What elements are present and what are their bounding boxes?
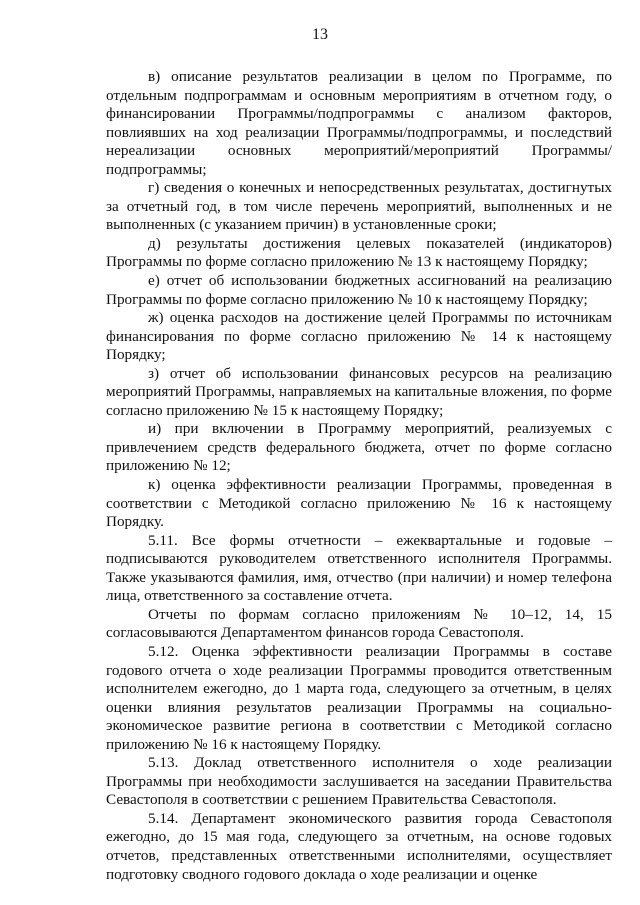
- paragraph-e: е) отчет об использовании бюджетных ассигнований на реализацию Программы по форме согласно приложению № 10 к настоящему Порядку;: [106, 272, 612, 308]
- paragraph-d: д) результаты достижения целевых показателей (индикаторов) Программы по форме согласно приложению № 13 к настоящему Порядку;: [106, 234, 612, 271]
- paragraph-k: к) оценка эффективности реализации Программы, проведенная в соответствии с Методикой согласно приложению № 16 к настоящему Порядку.: [106, 476, 612, 531]
- paragraph-v: в) описание результатов реализации в целом по Программе, по отдельным подпрограммам и основным мероприятиям в отчетном году, о финансировании Программы/подпрограммы с анализом факторов, повлиявших на ход реализации Программы/подпрограммы, и последствий нереализации основных мероприятий/мероприятий Программы/ подпрограммы;: [106, 68, 612, 178]
- document-body: [106, 68, 612, 884]
- section-5-11-reports: Отчеты по формам согласно приложениям № 10–12, 14, 15 согласовываются Департаментом финансов города Севастополя.: [106, 605, 612, 642]
- paragraph-g: г) сведения о конечных и непосредственных результатах, достигнутых за отчетный год, в том числе перечень мероприятий, выполненных и не выполненных (с указанием причин) в установленные сроки;: [106, 179, 612, 234]
- page-number: 13: [312, 26, 328, 43]
- section-5-14: 5.14. Департамент экономического развития города Севастополя ежегодно, до 15 мая года, следующего за отчетным, на основе годовых отчетов, представленных ответственными исполнителями, осуществляет подготовку сводного годового доклада о ходе реализации и оценке: [106, 809, 612, 883]
- paragraph-z: з) отчет об использовании финансовых ресурсов на реализацию мероприятий Программы, направляемых на капитальные вложения, по форме согласно приложению № 15 к настоящему Порядку;: [106, 364, 612, 419]
- section-5-11: 5.11. Все формы отчетности – ежеквартальные и годовые – подписываются руководителем ответственного исполнителя Программы. Также указываются фамилия, имя, отчество (при наличии) и номер телефона лица, ответственного за составление отчета.: [106, 531, 612, 605]
- section-5-12: 5.12. Оценка эффективности реализации Программы в составе годового отчета о ходе реализации Программы проводится ответственным исполнителем ежегодно, до 1 марта года, следующего за отчетным, в целях оценки влияния результатов реализации Программы на социально-экономическое развитие региона в соответствии с Методикой согласно приложению № 16 к настоящему Порядку.: [106, 642, 612, 753]
- paragraph-i: и) при включении в Программу мероприятий, реализуемых с привлечением средств федерального бюджета, отчет по форме согласно приложению № 12;: [106, 420, 612, 475]
- paragraph-zh: ж) оценка расходов на достижение целей Программы по источникам финансирования по форме согласно приложению № 14 к настоящему Порядку;: [106, 309, 612, 364]
- section-5-13: 5.13. Доклад ответственного исполнителя о ходе реализации Программы при необходимости заслушивается на заседании Правительства Севастополя в соответствии с решением Правительства Севастополя.: [106, 754, 612, 809]
